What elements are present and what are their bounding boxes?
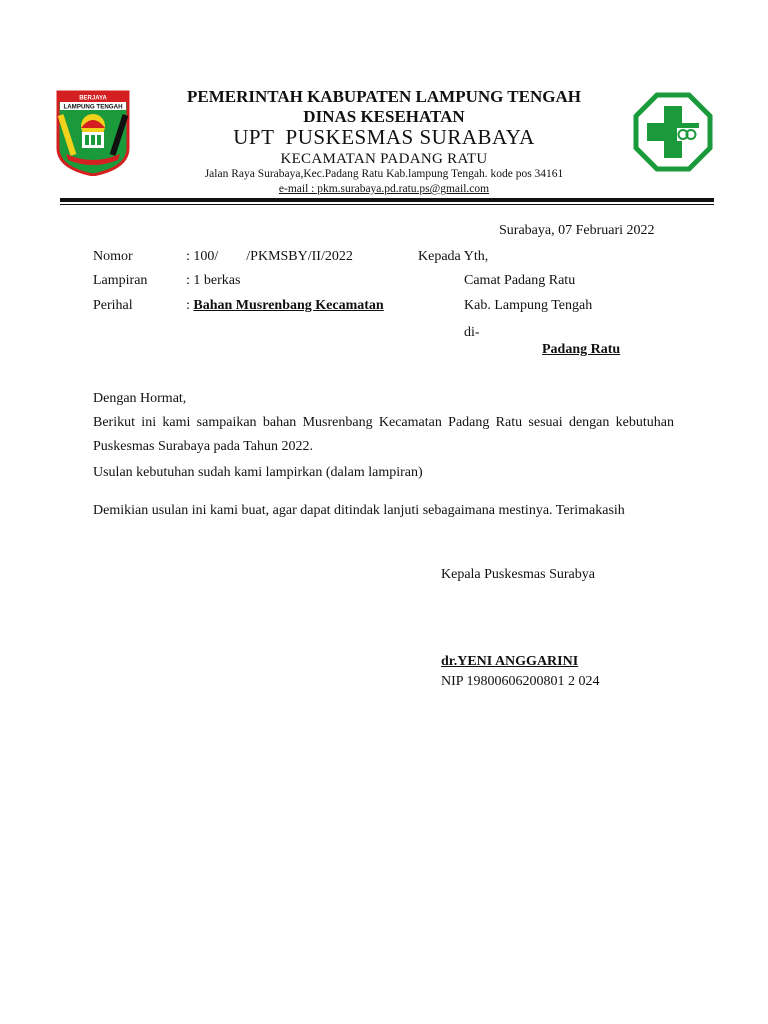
letterhead-subdistrict: KECAMATAN PADANG RATU	[280, 151, 488, 167]
letterhead-institution: UPT PUSKESMAS SURABAYA	[233, 125, 535, 149]
puskesmas-logo-icon	[633, 92, 713, 172]
letterhead-government: PEMERINTAH KABUPATEN LAMPUNG TENGAH	[186, 87, 581, 106]
letterhead-divider-thin	[60, 204, 714, 205]
signature-nip: NIP 19800606200801 2 024	[441, 674, 600, 689]
letterhead-divider-thick	[60, 198, 714, 202]
field-value-lampiran: : 1 berkas	[186, 273, 241, 288]
recipient-di: di-	[464, 325, 480, 340]
field-value-nomor: : 100/ /PKMSBY/II/2022	[186, 249, 353, 264]
svg-text:LAMPUNG TENGAH: LAMPUNG TENGAH	[63, 103, 123, 111]
field-value-perihal	[186, 297, 384, 315]
letter-place-date: Surabaya, 07 Februari 2022	[499, 223, 655, 238]
field-label-lampiran: Lampiran	[93, 273, 148, 288]
field-label-nomor: Nomor	[93, 249, 133, 264]
letterhead-address: Jalan Raya Surabaya,Kec.Padang Ratu Kab.lampung Tengah. kode pos 34161	[204, 168, 564, 180]
lampung-tengah-emblem-icon	[56, 90, 130, 176]
field-label-perihal: Perihal	[93, 298, 133, 313]
letter-greeting: Dengan Hormat,	[93, 391, 187, 406]
closing-paragraph: Demikian usulan ini kami buat, agar dapat ditindak lanjuti sebagaimana mestinya. Terimakasih	[93, 503, 625, 518]
signature-title: Kepala Puskesmas Surabya	[441, 567, 595, 582]
subject-text: Bahan Musrenbang Kecamatan	[193, 298, 384, 313]
signature-name: dr.YENI ANGGARINI	[441, 654, 579, 669]
recipient-region: Kab. Lampung Tengah	[464, 298, 593, 313]
body-paragraph-2: Usulan kebutuhan sudah kami lampirkan (dalam lampiran)	[93, 465, 423, 480]
recipient-name: Camat Padang Ratu	[464, 273, 576, 288]
field-colon-perihal: :	[186, 298, 194, 313]
letterhead-department: DINAS KESEHATAN	[303, 107, 465, 126]
body-paragraph-1: Berikut ini kami sampaikan bahan Musrenbang Kecamatan Padang Ratu sesuai dengan kebutuhan Puskesmas Surabaya pada Tahun 2022.	[93, 415, 674, 454]
svg-text:BERJAYA: BERJAYA	[79, 95, 107, 102]
recipient-place: Padang Ratu	[542, 342, 621, 357]
letterhead-email: e-mail : pkm.surabaya.pd.ratu.ps@gmail.com	[278, 183, 490, 195]
recipient-salutation: Kepada Yth,	[418, 249, 489, 264]
